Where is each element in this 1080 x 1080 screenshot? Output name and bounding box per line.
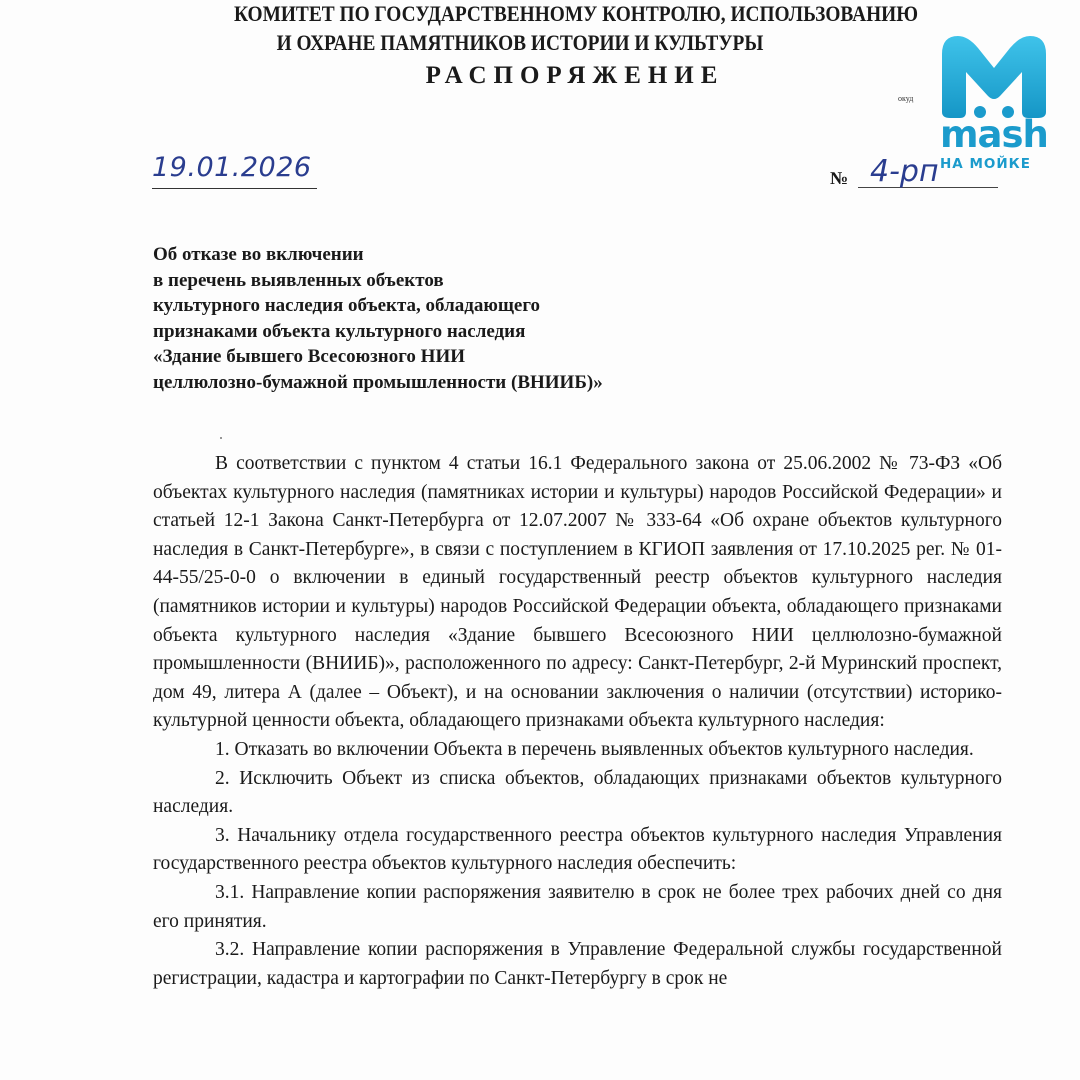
date-underline: [152, 188, 317, 189]
scan-speck: [220, 437, 222, 439]
mash-brand-text: mash: [940, 113, 1048, 156]
preamble-paragraph: В соответствии с пунктом 4 статьи 16.1 Федерального закона от 25.06.2002 № 73-ФЗ «Об объектах культурного наследия (памятниках истории и культуры) народов Российской Федерации» и статьей 12-1 Закона Санкт-Петербурга от 12.07.2007 № 333-64 «Об охране объектов культурного наследия в Санкт-Петербурге», в связи с поступлением в КГИОП заявления от 17.10.2025 рег. № 01-44-55/25-0-0 о включении в единый государственный реестр объектов культурного наследия (памятников истории и культуры) народов Российской Федерации объекта, обладающего признаками объекта культурного наследия «Здание бывшего Всесоюзного НИИ целлюлозно-бумажной промышленности (ВНИИБ)», расположенного по адресу: Санкт-Петербург, 2-й Муринский проспект, дом 49, литера А (далее – Объект), и на основании заключения о наличии (отсутствии) историко-культурной ценности объекта, обладающего признаками объекта культурного наследия:: [153, 453, 1002, 732]
order-subject: [153, 242, 603, 396]
clause-3-1: 3.1. Направление копии распоряжения заявителю в срок не более трех рабочих дней со дня его принятия.: [153, 881, 1002, 932]
clause-2: 2. Исключить Объект из списка объектов, обладающих признаками объектов культурного наследия.: [153, 767, 1002, 818]
subject-line: «Здание бывшего Всесоюзного НИИ: [153, 346, 465, 368]
clause-3-2: 3.2. Направление копии распоряжения в Управление Федеральной службы государственной регистрации, кадастра и картографии по Санкт-Петербургу в срок не: [153, 939, 1002, 989]
subject-line: целлюлозно-бумажной промышленности (ВНИИБ)»: [153, 371, 603, 393]
subject-line: в перечень выявленных объектов: [153, 269, 444, 291]
committee-name-line-2: И ОХРАНЕ ПАМЯТНИКОВ ИСТОРИИ И КУЛЬТУРЫ: [276, 30, 764, 55]
document-type-title: РАСПОРЯЖЕНИЕ: [425, 62, 725, 89]
committee-name-line-1: КОМИТЕТ ПО ГОСУДАРСТВЕННОМУ КОНТРОЛЮ, ИСПОЛЬЗОВАНИЮ: [233, 1, 919, 26]
clause-1: 1. Отказать во включении Объекта в перечень выявленных объектов культурного наследия.: [215, 738, 974, 760]
order-number: 4-рп: [870, 154, 939, 189]
subject-line: Об отказе во включении: [153, 244, 364, 265]
order-date: 19.01.2026: [152, 152, 312, 183]
okud-label: окуд: [898, 94, 914, 103]
mash-m-logo-icon: [938, 32, 1050, 118]
mash-subtitle: НА МОЙКЕ: [940, 156, 1031, 172]
order-body: [153, 450, 1002, 993]
number-sign: №: [830, 168, 849, 188]
subject-line: культурного наследия объекта, обладающего: [153, 295, 540, 317]
clause-3: 3. Начальнику отдела государственного реестра объектов культурного наследия Управления государственного реестра объектов культурного наследия обеспечить:: [153, 824, 1002, 875]
mash-watermark-logo: [938, 32, 1050, 172]
subject-line: признаками объекта культурного наследия: [153, 320, 526, 342]
order-date-field: [152, 152, 317, 192]
